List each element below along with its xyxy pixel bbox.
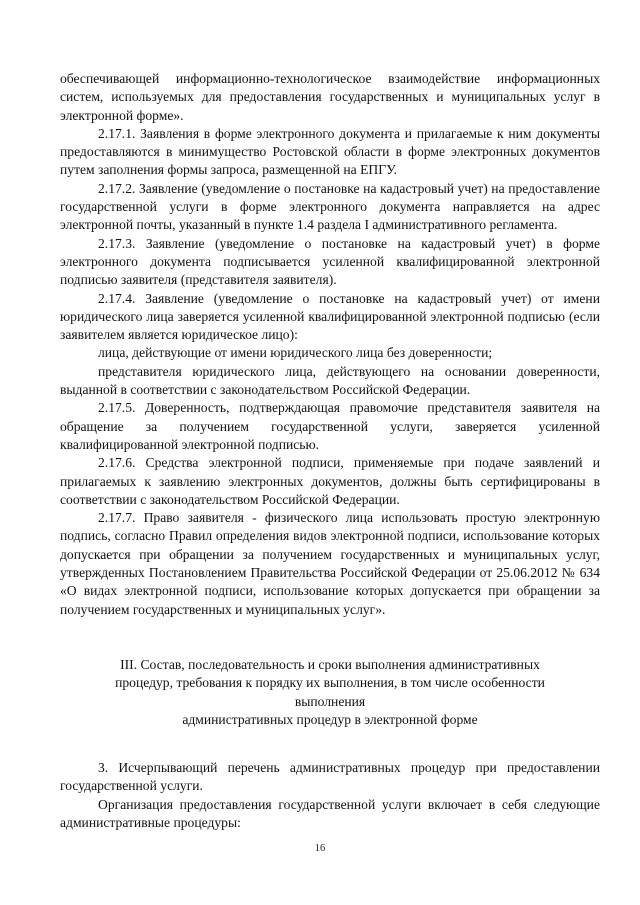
section-heading-line-4: административных процедур в электронной форме: [182, 711, 478, 727]
paragraph-continuation: обеспечивающей информационно-технологическое взаимодействие информационных систем, используемых для предоставления государственных и муниципальных услуг в электронной форме».: [60, 71, 600, 123]
paragraph-2-17-1: 2.17.1. Заявления в форме электронного документа и прилагаемые к ним документы предоставляются в минимущество Ростовской области в форме электронных документов путем заполнения формы запроса, размещенной на ЕПГУ.: [60, 125, 600, 178]
section-heading-line-2: процедур, требования к порядку их выполнения, в том числе особенности: [115, 675, 545, 691]
section-heading-line-1: III. Состав, последовательность и сроки выполнения административных: [120, 656, 540, 672]
section-heading: [60, 656, 600, 729]
section-heading-line-3: выполнения: [294, 693, 366, 709]
paragraph-list-item-1: лица, действующие от имени юридического лица без доверенности;: [98, 345, 493, 361]
paragraph-2-17-3: 2.17.3. Заявление (уведомление о постановке на кадастровый учет) в форме электронного документа подписывается усиленной квалифицированной электронной подписью заявителя (представителя заявителя).: [60, 235, 600, 288]
paragraph-organization: Организация предоставления государственной услуги включает в себя следующие административные процедуры:: [60, 796, 600, 830]
paragraph-2-17-6: 2.17.6. Средства электронной подписи, применяемые при подаче заявлений и прилагаемых к заявлению электронных документов, должны быть сертифицированы в соответствии с законодательством Российской Федерации.: [60, 455, 600, 507]
paragraph-2-17-7: 2.17.7. Право заявителя - физического лица использовать простую электронную подпись, согласно Правил определения видов электронной подписи, использование которых допускается при обращении за получением государственных и муниципальных услуг, утвержденных Постановлением Правительства Российской Федерации от 25.06.2012 № 634 «О видах электронной подписи, использование которых допускается при обращении за получением государственных и муниципальных услуг».: [60, 510, 600, 617]
paragraph-2-17-4: 2.17.4. Заявление (уведомление о постановке на кадастровый учет) от имени юридического лица заверяется усиленной квалифицированной электронной подписью (если заявителем является юридическое лицо):: [60, 290, 600, 343]
paragraph-2-17-2: 2.17.2. Заявление (уведомление о постановке на кадастровый учет) на предоставление государственной услуги в форме электронного документа направляется на адрес электронной почты, указанный в пункте 1.4 раздела I административного регламента.: [60, 180, 600, 233]
paragraph-3: 3. Исчерпывающий перечень административных процедур при предоставлении государственной услуги.: [60, 760, 600, 794]
paragraph-list-item-2: представителя юридического лица, действующего на основании доверенности, выданной в соответствии с законодательством Российской Федерации.: [60, 363, 600, 398]
paragraph-2-17-5: 2.17.5. Доверенность, подтверждающая правомочие представителя заявителя на обращение за получением государственной услуги, заверяется усиленной квалифицированной электронной подписью.: [60, 400, 600, 452]
document-body: [60, 70, 600, 832]
page-number: 16: [314, 843, 326, 854]
